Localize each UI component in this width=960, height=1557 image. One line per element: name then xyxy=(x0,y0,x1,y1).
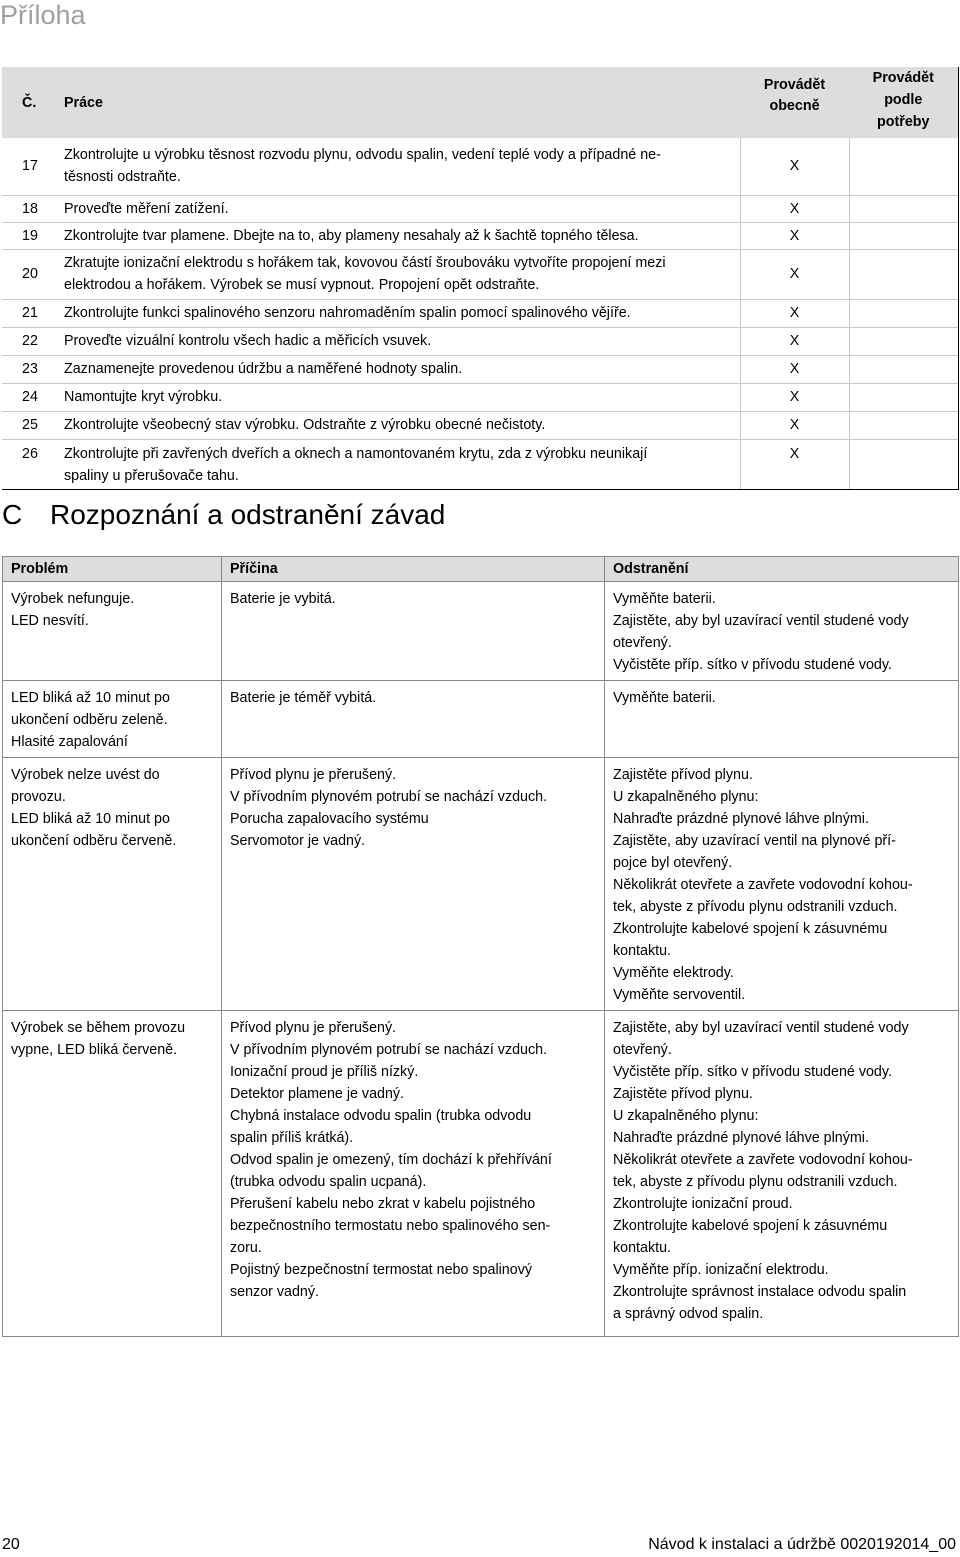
row-as-needed xyxy=(849,383,958,411)
footer-document-title: Návod k instalaci a údržbě 0020192014_00 xyxy=(648,1536,956,1553)
cause-line: Odvod spalin je omezený, tím dochází k přehřívání xyxy=(230,1152,552,1168)
problem-line: Hlasité zapalování xyxy=(11,734,128,750)
row-as-needed xyxy=(849,222,958,249)
remedy-line: otevřený. xyxy=(613,1042,672,1058)
remedy-line: otevřený. xyxy=(613,635,672,651)
remedy-line: tek, abyste z přívodu plynu odstranili vzduch. xyxy=(613,1174,898,1190)
header-general-line: obecně xyxy=(769,98,820,114)
cause-line: V přívodním plynovém potrubí se nachází vzduch. xyxy=(230,1042,548,1058)
remedy-line: Vyčistěte příp. sítko v přívodu studené vody. xyxy=(613,657,892,673)
problem-line: LED nesvítí. xyxy=(11,613,89,629)
row-general: X xyxy=(740,299,849,327)
remedy-line: a správný odvod spalin. xyxy=(613,1306,764,1322)
table-row xyxy=(3,758,959,1011)
row-task: Namontujte kryt výrobku. xyxy=(64,383,740,411)
remedy-line: Nahraďte prázdné plynové láhve plnými. xyxy=(613,811,869,827)
row-task: Proveďte vizuální kontrolu všech hadic a měřicích vsuvek. xyxy=(64,327,740,355)
task-line: elektrodou a hořákem. Výrobek se musí vypnout. Propojení opět odstraňte. xyxy=(64,277,540,293)
table-row xyxy=(2,411,958,439)
row-general: X xyxy=(740,195,849,222)
row-as-needed xyxy=(849,355,958,383)
cause-line: Přívod plynu je přerušený. xyxy=(230,1020,397,1036)
remedy-line: Vyčistěte příp. sítko v přívodu studené vody. xyxy=(613,1064,892,1080)
table-row xyxy=(2,249,958,299)
cell-cause xyxy=(222,582,605,681)
row-general: X xyxy=(740,138,849,195)
cause-line: Baterie je vybitá. xyxy=(230,591,336,607)
table-row xyxy=(2,222,958,249)
table-row xyxy=(2,439,958,489)
remedy-line: kontaktu. xyxy=(613,943,672,959)
header-as-needed-line: potřeby xyxy=(877,114,930,130)
cause-line: Detektor plamene je vadný. xyxy=(230,1086,405,1102)
cause-line: (trubka odvodu spalin ucpaná). xyxy=(230,1174,427,1190)
table-row xyxy=(2,327,958,355)
cause-line: V přívodním plynovém potrubí se nachází vzduch. xyxy=(230,789,548,805)
table-row xyxy=(2,383,958,411)
header-general-line: Provádět xyxy=(763,77,826,93)
remedy-line: Vyměňte baterii. xyxy=(613,690,716,706)
header-cause: Příčina xyxy=(222,557,605,582)
row-num: 23 xyxy=(2,355,64,383)
table-row xyxy=(2,195,958,222)
cause-line: senzor vadný. xyxy=(230,1284,320,1300)
section-title: Rozpoznání a odstranění závad xyxy=(50,499,446,530)
table-row xyxy=(3,681,959,758)
cause-line: Pojistný bezpečnostní termostat nebo spalinový xyxy=(230,1262,532,1278)
row-as-needed xyxy=(849,411,958,439)
problem-line: Výrobek se během provozu xyxy=(11,1020,186,1036)
row-general: X xyxy=(740,249,849,299)
cell-problem xyxy=(3,758,222,1011)
header-num: Č. xyxy=(2,67,64,138)
row-task: Proveďte měření zatížení. xyxy=(64,195,740,222)
task-line: Zkontrolujte u výrobku těsnost rozvodu plynu, odvodu spalin, vedení teplé vody a případné ne- xyxy=(64,147,661,164)
section-heading xyxy=(2,497,445,533)
row-num: 22 xyxy=(2,327,64,355)
header-as-needed-line: podle xyxy=(884,92,923,108)
troubleshooting-table xyxy=(2,556,959,1337)
row-num: 25 xyxy=(2,411,64,439)
table-row xyxy=(3,582,959,681)
header-remedy: Odstranění xyxy=(605,557,959,582)
row-task xyxy=(64,439,740,489)
remedy-line: Zkontrolujte kabelové spojení k zásuvnému xyxy=(613,921,888,937)
remedy-line: Zajistěte, aby byl uzavírací ventil studené vody xyxy=(613,1020,909,1036)
cause-line: Přerušení kabelu nebo zkrat v kabelu pojistného xyxy=(230,1196,536,1212)
maintenance-table xyxy=(2,67,959,490)
cell-problem xyxy=(3,681,222,758)
cause-line: zoru. xyxy=(230,1240,262,1256)
header-general xyxy=(740,67,849,138)
remedy-line: Zajistěte přívod plynu. xyxy=(613,767,753,783)
row-general: X xyxy=(740,355,849,383)
row-task: Zaznamenejte provedenou údržbu a naměřené hodnoty spalin. xyxy=(64,355,740,383)
remedy-line: kontaktu. xyxy=(613,1240,672,1256)
row-num: 26 xyxy=(2,439,64,489)
row-as-needed xyxy=(849,327,958,355)
row-as-needed xyxy=(849,439,958,489)
row-num: 17 xyxy=(22,158,38,175)
cause-line: Přívod plynu je přerušený. xyxy=(230,767,397,783)
row-general: X xyxy=(740,411,849,439)
task-line: těsnosti odstraňte. xyxy=(64,169,181,186)
table-row xyxy=(2,138,958,195)
problem-line: vypne, LED bliká červeně. xyxy=(11,1042,178,1058)
header-task: Práce xyxy=(64,67,740,138)
problem-line: LED bliká až 10 minut po xyxy=(11,811,170,827)
remedy-line: Vyměňte baterii. xyxy=(613,591,716,607)
row-general: X xyxy=(740,222,849,249)
remedy-line: Několikrát otevřete a zavřete vodovodní kohou- xyxy=(613,877,913,893)
row-task: Zkontrolujte funkci spalinového senzoru nahromaděním spalin pomocí spalinového vějíře. xyxy=(64,299,740,327)
cause-line: Chybná instalace odvodu spalin (trubka odvodu xyxy=(230,1108,532,1124)
page-heading: Příloha xyxy=(0,0,86,30)
cause-line: Servomotor je vadný. xyxy=(230,833,366,849)
remedy-line: Vyměňte příp. ionizační elektrodu. xyxy=(613,1262,829,1278)
row-task: Zkontrolujte tvar plamene. Dbejte na to, aby plameny nesahaly až k šachtě topného tělesa. xyxy=(64,222,740,249)
maintenance-header-row xyxy=(2,67,958,138)
cell-remedy xyxy=(605,1011,959,1337)
cell-remedy xyxy=(605,582,959,681)
problem-line: provozu. xyxy=(11,789,66,805)
remedy-line: Zajistěte, aby byl uzavírací ventil studené vody xyxy=(613,613,909,629)
footer-page-number: 20 xyxy=(2,1536,20,1553)
row-num: 20 xyxy=(2,249,64,299)
row-task xyxy=(64,138,740,195)
header-as-needed xyxy=(849,67,958,138)
remedy-line: Zkontrolujte správnost instalace odvodu spalin xyxy=(613,1284,907,1300)
row-num: 24 xyxy=(2,383,64,411)
problem-line: ukončení odběru červeně. xyxy=(11,833,177,849)
problem-line: Výrobek nefunguje. xyxy=(11,591,135,607)
cause-line: Baterie je téměř vybitá. xyxy=(230,690,377,706)
table-row xyxy=(3,1011,959,1337)
table-row xyxy=(2,355,958,383)
remedy-line: Zajistěte, aby uzavírací ventil na plynové pří- xyxy=(613,833,896,849)
cause-line: spalin příliš krátká). xyxy=(230,1130,354,1146)
remedy-line: Vyměňte elektrody. xyxy=(613,965,734,981)
remedy-line: Několikrát otevřete a zavřete vodovodní kohou- xyxy=(613,1152,913,1168)
remedy-line: Zkontrolujte ionizační proud. xyxy=(613,1196,793,1212)
remedy-line: Vyměňte servoventil. xyxy=(613,987,746,1003)
row-num: 19 xyxy=(2,222,64,249)
row-as-needed xyxy=(849,249,958,299)
cell-problem xyxy=(3,582,222,681)
row-task: Zkontrolujte všeobecný stav výrobku. Odstraňte z výrobku obecné nečistoty. xyxy=(64,411,740,439)
problem-line: ukončení odběru zeleně. xyxy=(11,712,168,728)
row-general: X xyxy=(740,383,849,411)
header-as-needed-line: Provádět xyxy=(872,70,934,86)
table-row xyxy=(2,299,958,327)
cell-cause xyxy=(222,681,605,758)
cell-problem xyxy=(3,1011,222,1337)
cell-remedy xyxy=(605,758,959,1011)
row-as-needed xyxy=(849,138,958,195)
row-num: 21 xyxy=(2,299,64,327)
remedy-line: Nahraďte prázdné plynové láhve plnými. xyxy=(613,1130,869,1146)
cell-cause xyxy=(222,1011,605,1337)
remedy-line: Zajistěte přívod plynu. xyxy=(613,1086,753,1102)
cause-line: bezpečnostního termostatu nebo spalinového sen- xyxy=(230,1218,551,1234)
cause-line: Porucha zapalovacího systému xyxy=(230,811,429,827)
remedy-line: tek, abyste z přívodu plynu odstranili vzduch. xyxy=(613,899,898,915)
row-as-needed xyxy=(849,299,958,327)
problem-line: Výrobek nelze uvést do xyxy=(11,767,160,783)
remedy-line: U zkapalněného plynu: xyxy=(613,789,759,805)
task-line: Zkratujte ionizační elektrodu s hořákem tak, kovovou částí šroubováku vytvoříte propojení mezi xyxy=(64,255,666,271)
remedy-line: U zkapalněného plynu: xyxy=(613,1108,759,1124)
row-general: X xyxy=(740,327,849,355)
section-letter: C xyxy=(2,499,23,530)
header-problem: Problém xyxy=(3,557,222,582)
cell-remedy xyxy=(605,681,959,758)
row-general: X xyxy=(740,439,849,489)
task-line: Zkontrolujte při zavřených dveřích a oknech a namontovaném krytu, zda z výrobku neunikají xyxy=(64,445,648,462)
cause-line: Ionizační proud je příliš nízký. xyxy=(230,1064,419,1080)
problem-line: LED bliká až 10 minut po xyxy=(11,690,170,706)
remedy-line: Zkontrolujte kabelové spojení k zásuvnému xyxy=(613,1218,888,1234)
row-as-needed xyxy=(849,195,958,222)
row-num: 18 xyxy=(2,195,64,222)
troubleshooting-header-row xyxy=(3,557,959,582)
remedy-line: pojce byl otevřený. xyxy=(613,855,733,871)
row-task xyxy=(64,249,740,299)
cell-cause xyxy=(222,758,605,1011)
task-line: spaliny u přerušovače tahu. xyxy=(64,467,239,484)
